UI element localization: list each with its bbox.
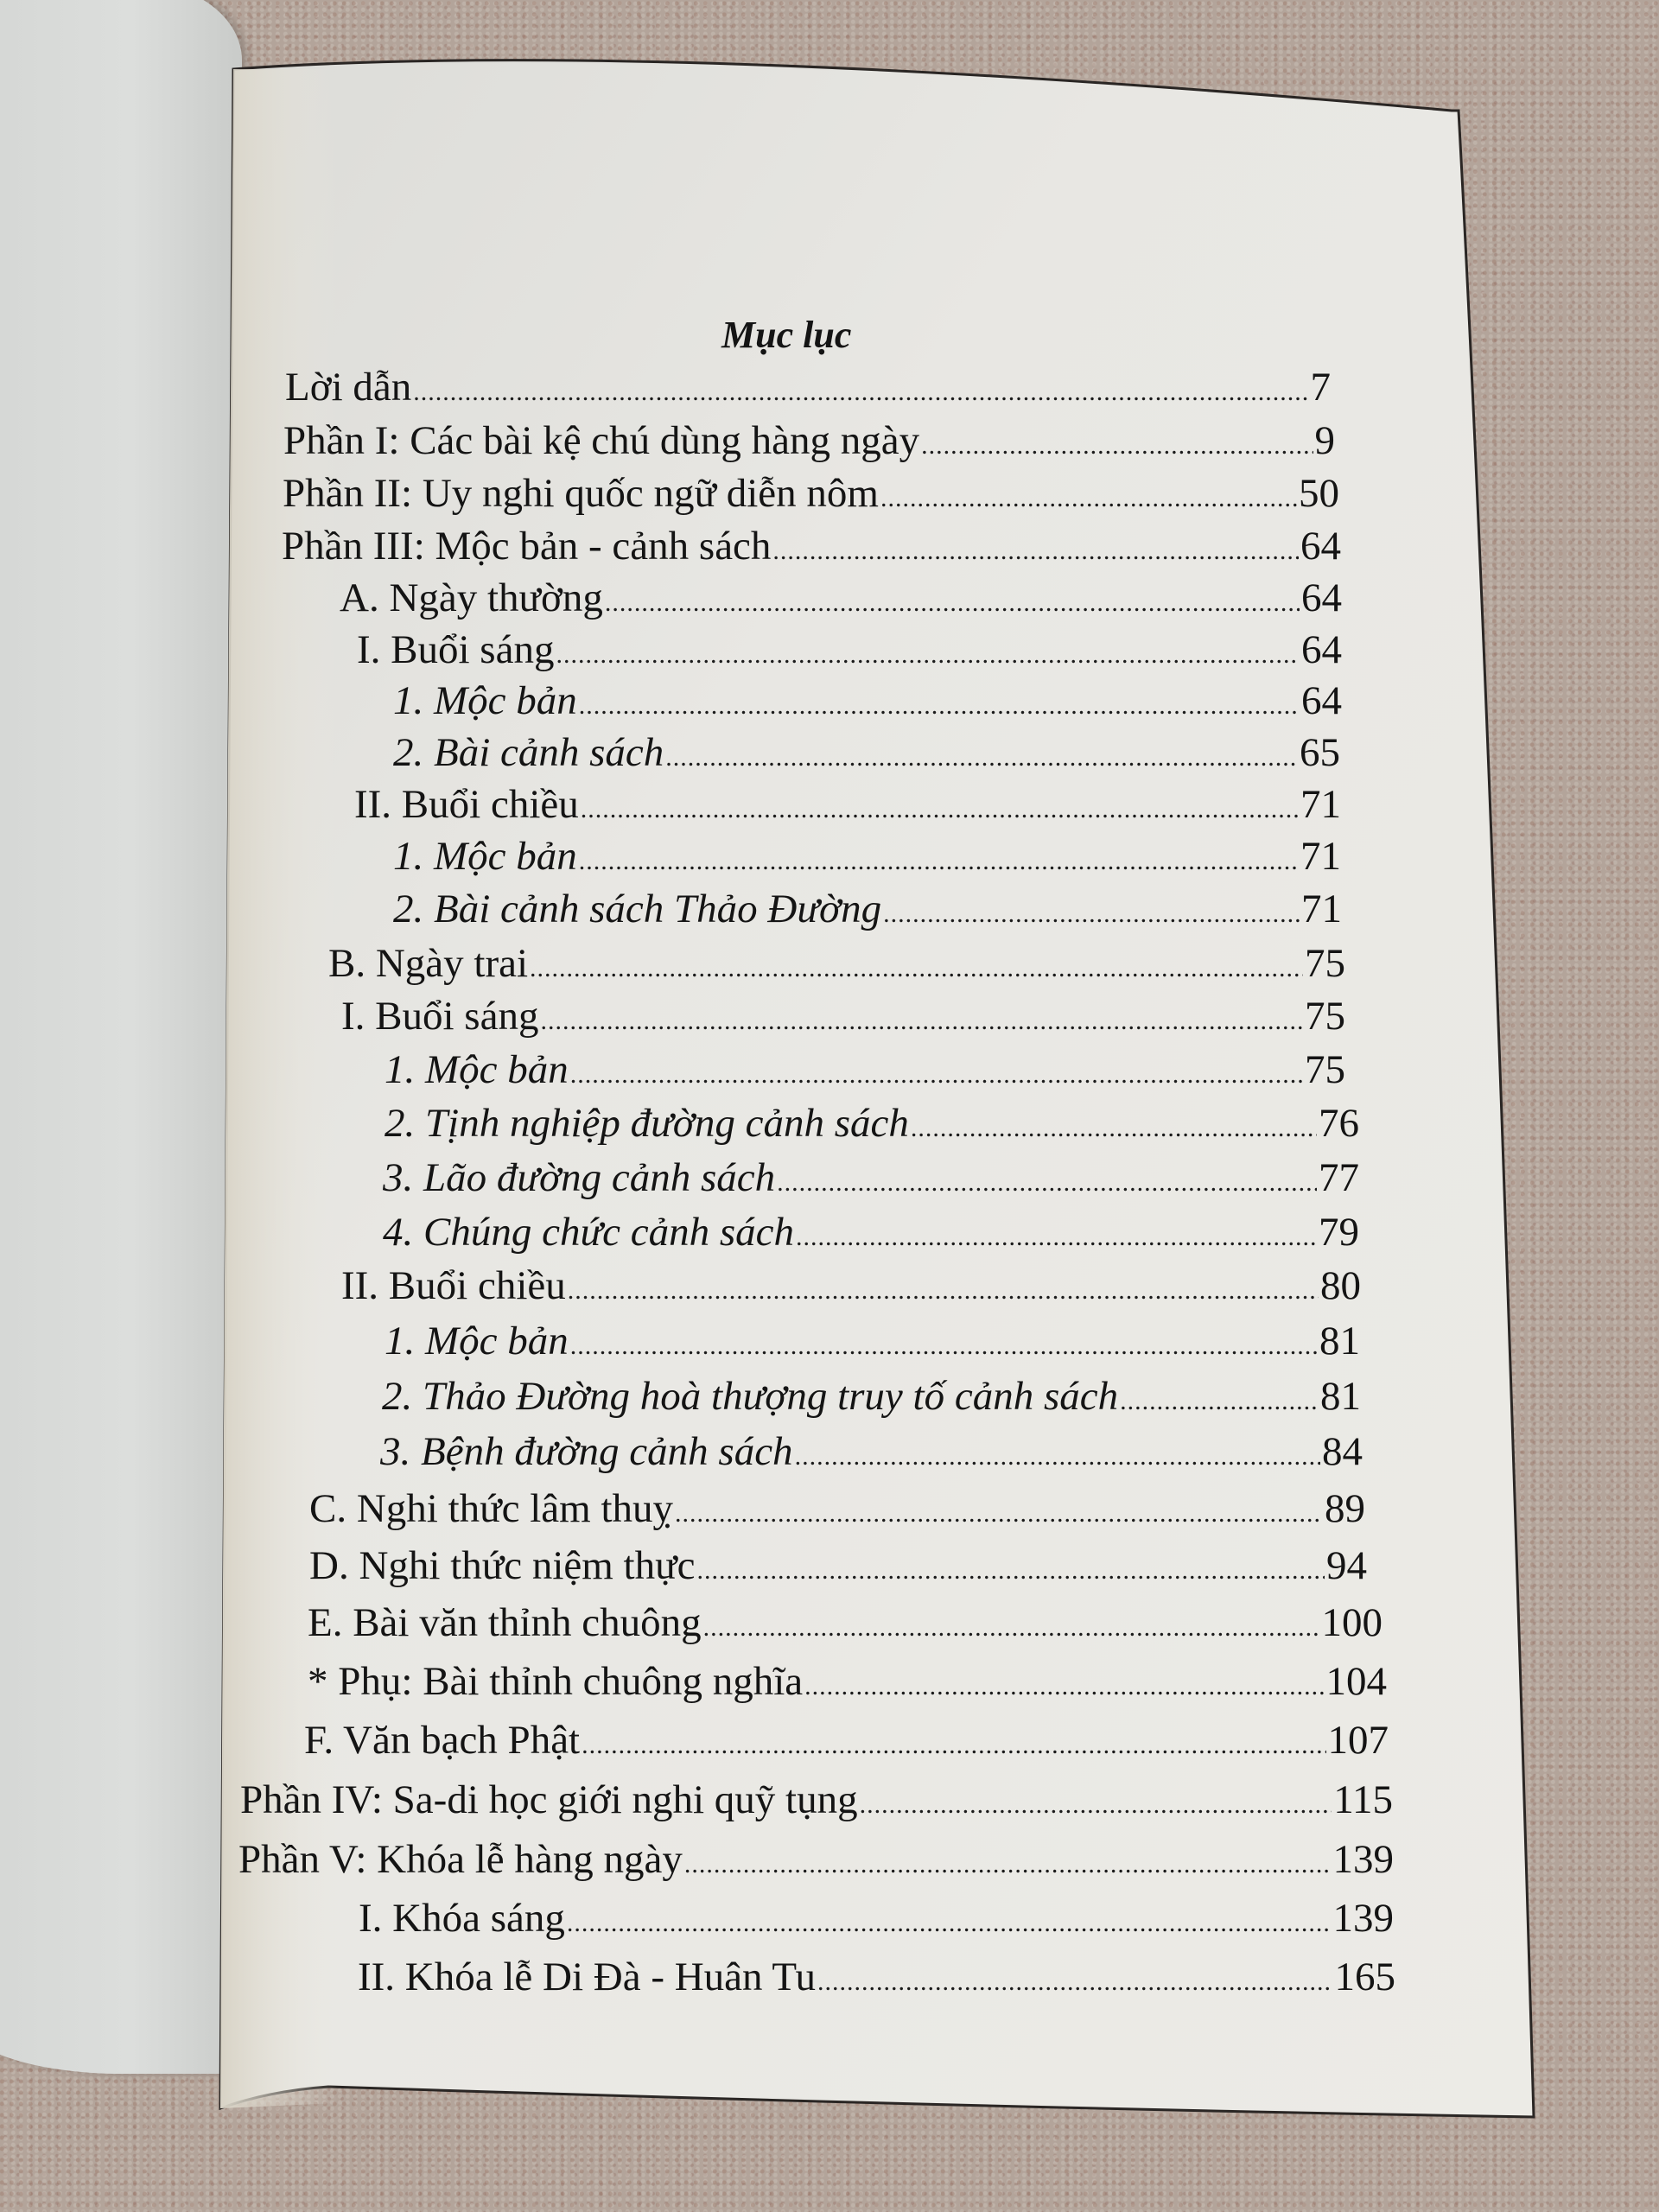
toc-entry (393, 728, 1340, 782)
toc-entry (393, 832, 1341, 886)
toc-entry-page: 81 (1320, 1374, 1361, 1419)
toc-entry-page: 81 (1319, 1319, 1360, 1363)
toc-entry (309, 1484, 1365, 1538)
toc-entry-page: 64 (1301, 678, 1342, 723)
dot-leader (556, 631, 1300, 679)
toc-entry-page: 71 (1301, 887, 1342, 931)
dot-leader (777, 1159, 1317, 1207)
toc-entry (308, 1657, 1387, 1711)
toc-entry-page: 80 (1320, 1263, 1361, 1308)
toc-entry-page: 64 (1301, 575, 1342, 620)
dot-leader (817, 1958, 1333, 2006)
toc-entry (341, 992, 1345, 1046)
toc-entry (285, 363, 1331, 416)
toc-entry (238, 1835, 1394, 1889)
dot-leader (860, 1781, 1332, 1829)
dot-leader (540, 997, 1303, 1046)
toc-entry-label: 2. Bài cảnh sách (393, 730, 664, 775)
toc-entry (328, 939, 1345, 993)
dot-leader (796, 1213, 1317, 1262)
toc-entry-label: 2. Tịnh nghiệp đường cảnh sách (385, 1101, 909, 1146)
toc-entry (354, 780, 1341, 834)
toc-entry (309, 1541, 1367, 1595)
toc-entry (283, 469, 1339, 523)
toc-entry-page: 64 (1300, 524, 1341, 569)
toc-entry (393, 885, 1342, 938)
toc-entry-label: 1. Mộc bản (385, 1319, 569, 1363)
toc-entry-label: 1. Mộc bản (385, 1047, 569, 1092)
toc-entry (385, 1099, 1359, 1153)
toc-entry-page: 139 (1332, 1837, 1394, 1882)
toc-entry-page: 76 (1319, 1101, 1359, 1146)
toc-entry-page: 9 (1314, 418, 1335, 463)
toc-entry-label: A. Ngày thường (340, 575, 603, 620)
dot-leader (804, 1662, 1324, 1711)
dot-leader (911, 1104, 1317, 1153)
dot-leader (880, 474, 1297, 523)
toc-entry-label: Lời dẫn (285, 365, 412, 410)
toc-entry (385, 1317, 1360, 1370)
toc-entry-page: 94 (1326, 1543, 1367, 1588)
toc-entry (304, 1716, 1389, 1770)
toc-title: Mục lục (721, 314, 852, 356)
toc-entry (240, 1776, 1393, 1829)
dot-leader (570, 1322, 1318, 1370)
toc-entry-page: 89 (1325, 1486, 1365, 1531)
dot-leader (703, 1604, 1320, 1652)
dot-leader (581, 785, 1299, 834)
toc-entry (358, 1953, 1395, 2006)
toc-entry (341, 1262, 1361, 1315)
toc-entry-label: F. Văn bạch Phật (304, 1718, 581, 1763)
toc-entry (357, 626, 1342, 679)
toc-entry-page: 75 (1305, 994, 1345, 1039)
toc-entry (383, 1208, 1359, 1262)
toc-entry-page: 75 (1305, 941, 1345, 986)
toc-entry-label: Phần II: Uy nghi quốc ngữ diễn nôm (283, 471, 879, 516)
toc-entry-label: C. Nghi thức lâm thuỵ (309, 1486, 674, 1531)
toc-entry-label: Phần V: Khóa lễ hàng ngày (238, 1837, 683, 1882)
dot-leader (567, 1899, 1332, 1948)
dot-leader (675, 1490, 1323, 1538)
toc-entry-page: 165 (1334, 1955, 1395, 1999)
toc-entry-label: 3. Bệnh đường cảnh sách (380, 1429, 793, 1474)
toc-entry-page: 77 (1319, 1155, 1359, 1200)
toc-entry-label: I. Khóa sáng (359, 1896, 565, 1941)
toc-entry-page: 7 (1310, 365, 1331, 410)
toc-entry (382, 1372, 1361, 1426)
toc-entry-label: II. Khóa lễ Di Đà - Huân Tu (358, 1955, 816, 1999)
toc-entry (393, 677, 1342, 730)
toc-entry-label: 2. Bài cảnh sách Thảo Đường (393, 887, 882, 931)
toc-entry (359, 1894, 1394, 1948)
toc-entry-page: 100 (1321, 1600, 1382, 1645)
toc-entry-page: 107 (1327, 1718, 1389, 1763)
toc-entry-page: 50 (1299, 471, 1339, 516)
toc-entry-label: 3. Lão đường cảnh sách (383, 1155, 776, 1200)
toc-entry-label: * Phụ: Bài thỉnh chuông nghĩa (308, 1659, 804, 1704)
dot-leader (579, 837, 1299, 886)
toc-entry-label: E. Bài văn thỉnh chuông (308, 1600, 702, 1645)
toc-entry-label: 1. Mộc bản (393, 678, 577, 723)
toc-entry-page: 139 (1332, 1896, 1394, 1941)
toc-entry-label: B. Ngày trai (328, 941, 529, 986)
toc-entry-label: Phần IV: Sa-di học giới nghi quỹ tụng (240, 1777, 858, 1822)
toc-entry (283, 416, 1335, 470)
toc-entry-page: 84 (1322, 1429, 1363, 1474)
dot-leader (696, 1547, 1325, 1595)
toc-entry-page: 79 (1319, 1210, 1359, 1255)
toc-entry (385, 1046, 1345, 1099)
toc-entry-label: Phần I: Các bài kệ chú dùng hàng ngày (283, 418, 920, 463)
toc-entry-label: I. Buổi sáng (357, 627, 555, 672)
toc-entry-page: 104 (1325, 1659, 1387, 1704)
dot-leader (413, 368, 1308, 416)
dot-leader (579, 682, 1300, 730)
dot-leader (570, 1051, 1303, 1099)
dot-leader (1120, 1377, 1319, 1426)
dot-leader (605, 579, 1300, 627)
dot-leader (665, 734, 1298, 782)
dot-leader (530, 944, 1303, 993)
dot-leader (772, 527, 1299, 575)
toc-entry-label: II. Buổi chiều (341, 1263, 566, 1308)
dot-leader (684, 1840, 1332, 1889)
toc-entry (340, 574, 1342, 627)
toc-entry-page: 71 (1300, 782, 1341, 827)
dot-leader (921, 422, 1313, 470)
toc-entry-page: 65 (1300, 730, 1340, 775)
toc-entry-page: 75 (1305, 1047, 1345, 1092)
dot-leader (883, 890, 1300, 938)
toc-entry-label: II. Buổi chiều (354, 782, 579, 827)
toc-entry-page: 71 (1300, 834, 1341, 879)
toc-entry (383, 1154, 1359, 1207)
toc-entry-label: Phần III: Mộc bản - cảnh sách (282, 524, 772, 569)
toc-entry-label: D. Nghi thức niệm thực (309, 1543, 696, 1588)
toc-entry (380, 1427, 1363, 1481)
toc-entry-label: 2. Thảo Đường hoà thượng truy tố cảnh sách (382, 1374, 1119, 1419)
toc-entry (308, 1599, 1382, 1652)
dot-leader (795, 1433, 1320, 1481)
dot-leader (568, 1267, 1319, 1315)
toc-entry-label: I. Buổi sáng (341, 994, 539, 1039)
toc-entry-page: 115 (1333, 1777, 1393, 1822)
dot-leader (582, 1721, 1325, 1770)
toc-entry-label: 4. Chúng chức cảnh sách (383, 1210, 794, 1255)
toc-entry-label: 1. Mộc bản (393, 834, 577, 879)
toc-entry (282, 522, 1341, 575)
toc-entry-page: 64 (1301, 627, 1342, 672)
